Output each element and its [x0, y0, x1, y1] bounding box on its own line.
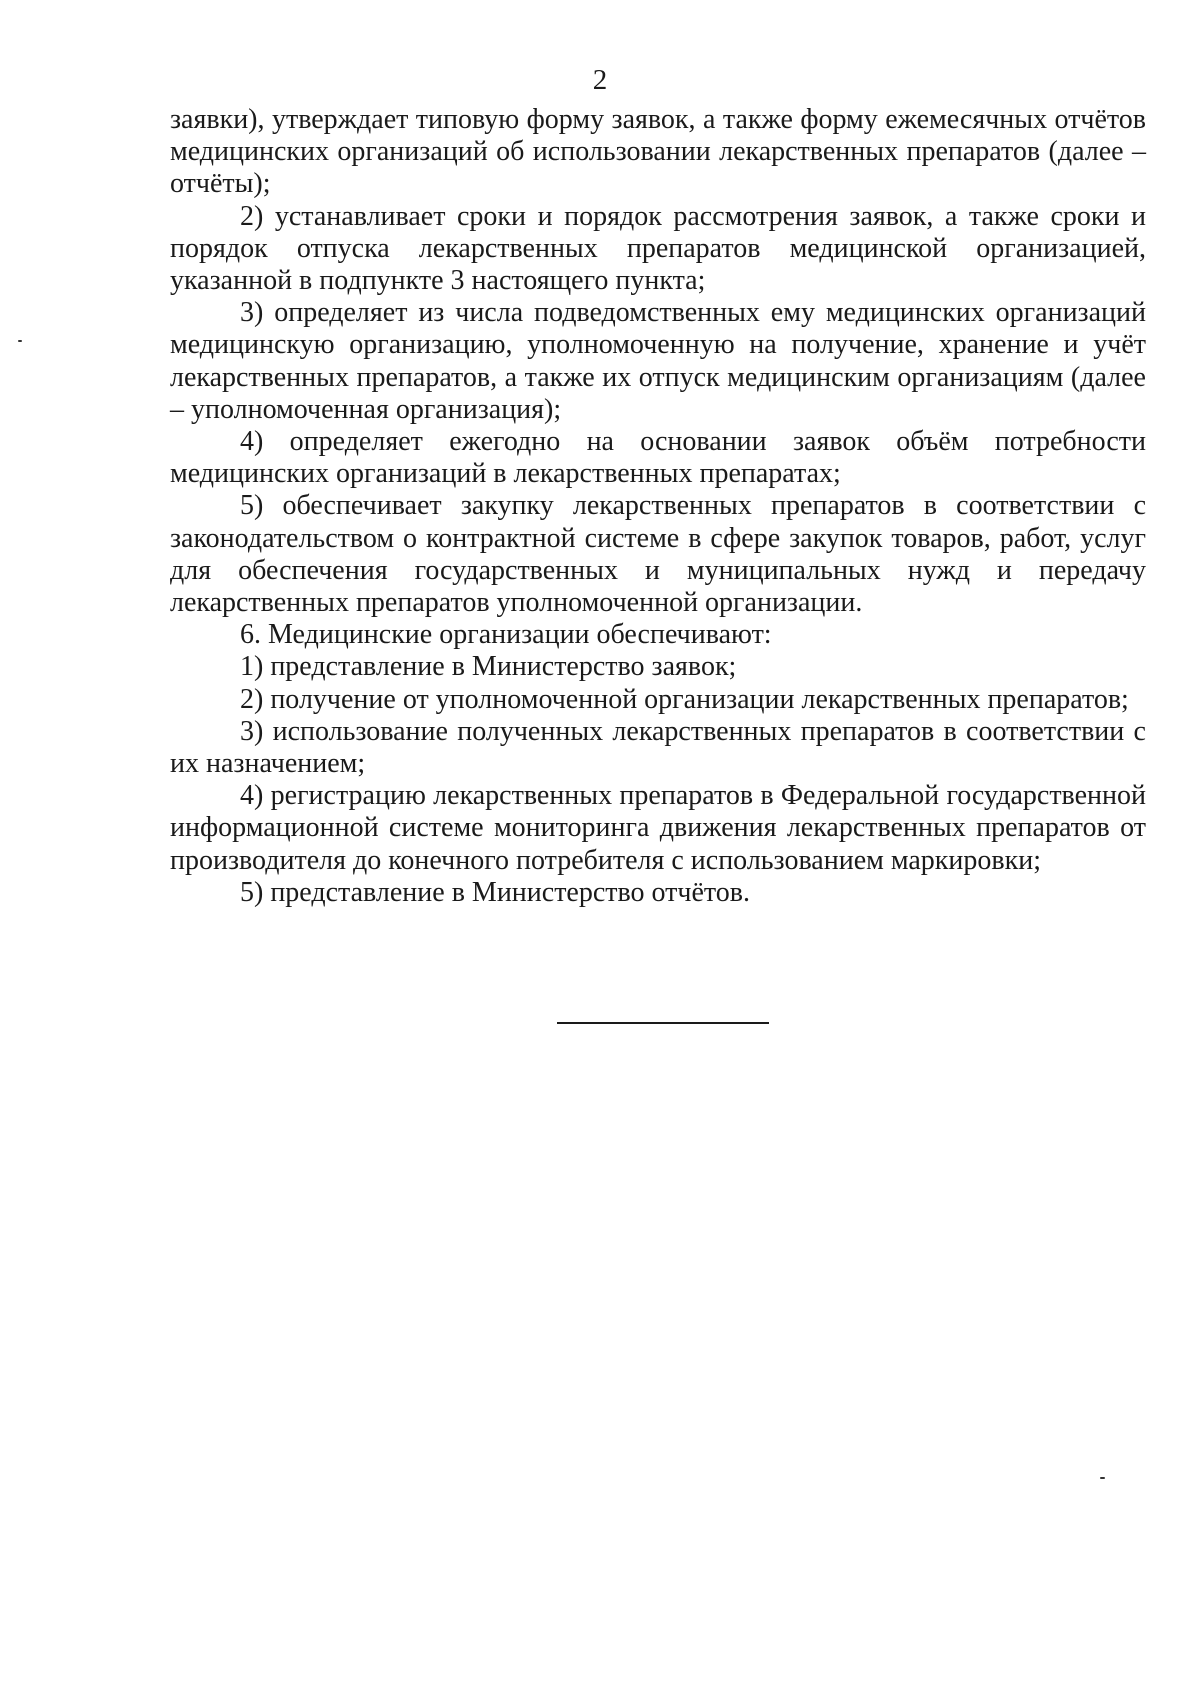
- paragraph-section-6-item-2: 2) получение от уполномоченной организации лекарственных препаратов;: [240, 683, 1129, 715]
- page-number: 2: [592, 64, 608, 96]
- paragraph-item-5-procurement: 5) обеспечивает закупку лекарственных препаратов в соответствии с законодательством о контрактной системе в сфере закупок товаров, работ, услуг для обеспечения государственных и муниципальных нужд и передачу лекарственных препаратов уполномоченной организации.: [170, 490, 1146, 619]
- paragraph-item-2-deadlines: 2) устанавливает сроки и порядок рассмотрения заявок, а также сроки и порядок отпуска лекарственных препаратов медицинской организацией, указанной в подпункте 3 настоящего пункта;: [170, 200, 1146, 297]
- paragraph-item-3-authorized-organization: 3) определяет из числа подведомственных ему медицинских организаций медицинскую организацию, уполномоченную на получение, хранение и учёт лекарственных препаратов, а также их отпуск медицинским организациям (далее – уполномоченная организация);: [170, 297, 1146, 425]
- paragraph-section-6-item-5: 5) представление в Министерство отчётов.: [240, 876, 751, 908]
- paragraph-section-6-item-4: 4) регистрацию лекарственных препаратов в Федеральной государственной информационной системе мониторинга движения лекарственных препаратов от производителя до конечного потребителя с использованием маркировки;: [170, 780, 1146, 876]
- document-body: [170, 104, 1146, 909]
- paragraph-section-6-item-3: 3) использование полученных лекарственных препаратов в соответствии с их назначением;: [170, 715, 1146, 780]
- paragraph-section-6-item-1: 1) представление в Министерство заявок;: [240, 651, 737, 683]
- paragraph-section-6-heading: 6. Медицинские организации обеспечивают:: [240, 619, 772, 651]
- scan-speck-right: [1100, 1477, 1105, 1479]
- paragraph-item-4-annual-demand: 4) определяет ежегодно на основании заявок объём потребности медицинских организаций в лекарственных препаратах;: [170, 426, 1146, 490]
- paragraph-forms-and-reports: заявки), утверждает типовую форму заявок, а также форму ежемесячных отчётов медицинских организаций об использовании лекарственных препаратов (далее – отчёты);: [170, 104, 1146, 200]
- scan-speck-left: [18, 340, 22, 342]
- end-separator-line: [557, 1022, 769, 1024]
